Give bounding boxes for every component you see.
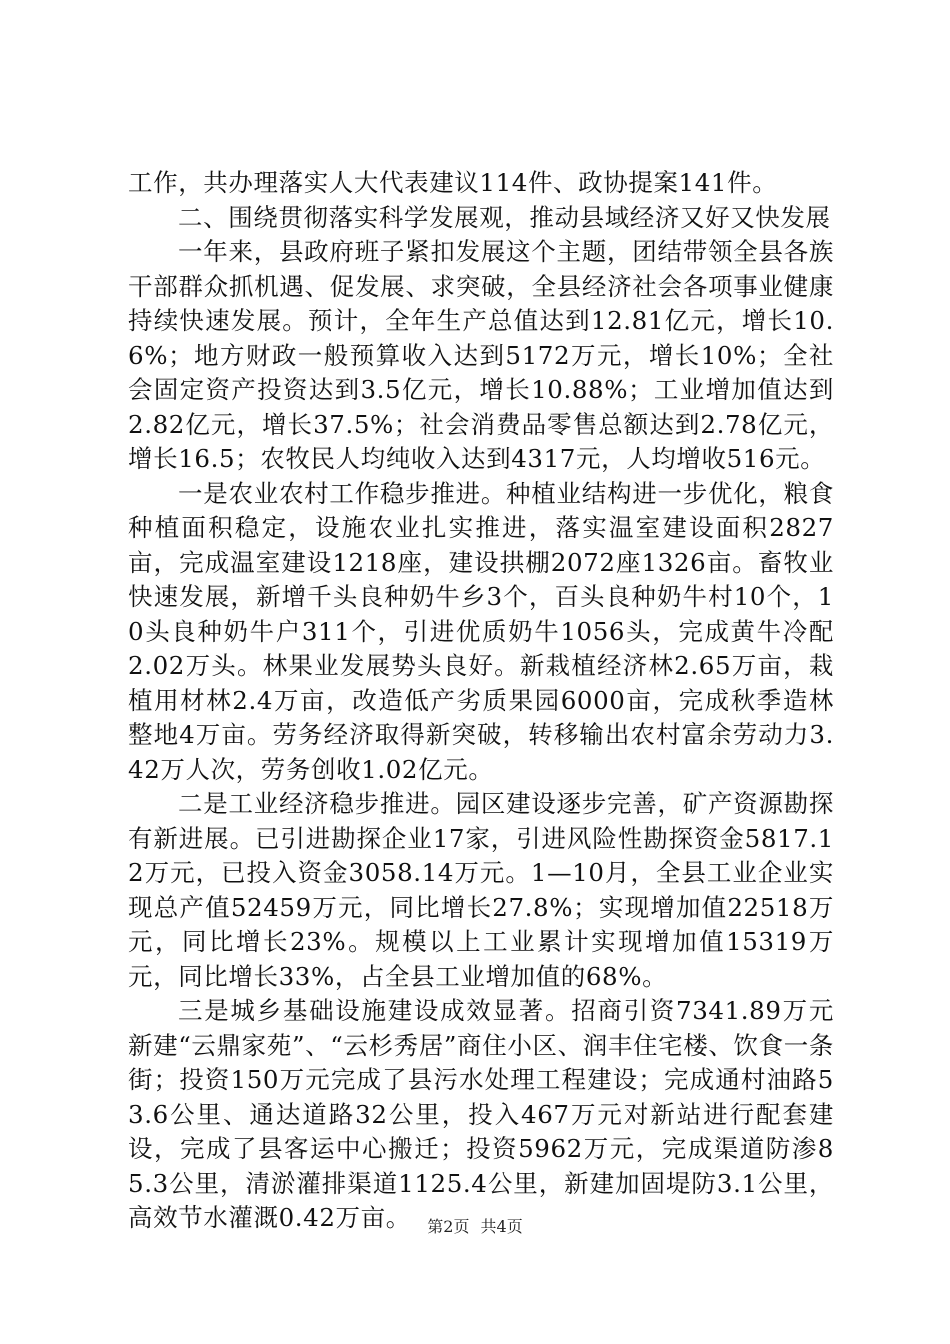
section-heading: 二、围绕贯彻落实科学发展观，推动县域经济又好又快发展 bbox=[178, 202, 831, 232]
paragraph-continuation: 工作，共办理落实人大代表建议114件、政协提案141件。 bbox=[128, 168, 778, 197]
document-body bbox=[128, 166, 834, 1236]
page-total: 共4页 bbox=[480, 1217, 523, 1236]
paragraph-overview: 一年来，县政府班子紧扣发展这个主题，团结带领全县各族干部群众抓机遇、促发展、求突破，全县经济社会各项事业健康持续快速发展。预计，全年生产总值达到12.81亿元，增长10.6%；地方财政一般预算收入达到5172万元，增长10%；全社会固定资产投资达到3.5亿元，增长10.88%；工业增加值达到2.82亿元，增长37.5%；社会消费品零售总额达到2.78亿元，增长16.5；农牧民人均纯收入达到4317元，人均增收516元。 bbox=[128, 237, 834, 473]
page-footer bbox=[0, 1216, 950, 1238]
paragraph-agriculture: 一是农业农村工作稳步推进。种植业结构进一步优化，粮食种植面积稳定，设施农业扎实推进，落实温室建设面积2827亩，完成温室建设1218座，建设拱棚2072座1326亩。畜牧业快速发展，新增千头良种奶牛乡3个，百头良种奶牛村10个，10头良种奶牛户311个，引进优质奶牛1056头，完成黄牛冷配2.02万头。林果业发展势头良好。新栽植经济林2.65万亩，栽植用材林2.4万亩，改造低产劣质果园6000亩，完成秋季造林整地4万亩。劳务经济取得新突破，转移输出农村富余劳动力3.42万人次，劳务创收1.02亿元。 bbox=[128, 478, 834, 784]
paragraph-infrastructure: 三是城乡基础设施建设成效显著。招商引资7341.89万元新建“云鼎家苑”、“云杉秀居”商住小区、润丰住宅楼、饮食一条街；投资150万元完成了县污水处理工程建设；完成通村油路53.6公里、通达道路32公里，投入467万元对新站进行配套建设，完成了县客运中心搬迁；投资5962万元，完成渠道防渗85.3公里，清淤灌排渠道1125.4公里，新建加固堤防3.1公里，高效节水灌溉0.42万亩。 bbox=[128, 996, 834, 1232]
page-number: 第2页 bbox=[427, 1217, 470, 1236]
paragraph-industry: 二是工业经济稳步推进。园区建设逐步完善，矿产资源勘探有新进展。已引进勘探企业17家，引进风险性勘探资金5817.12万元，已投入资金3058.14万元。1—10月，全县工业企业实现总产值52459万元，同比增长27.8%；实现增加值22518万元，同比增长23%。规模以上工业累计实现增加值15319万元，同比增长33%，占全县工业增加值的68%。 bbox=[128, 789, 834, 991]
